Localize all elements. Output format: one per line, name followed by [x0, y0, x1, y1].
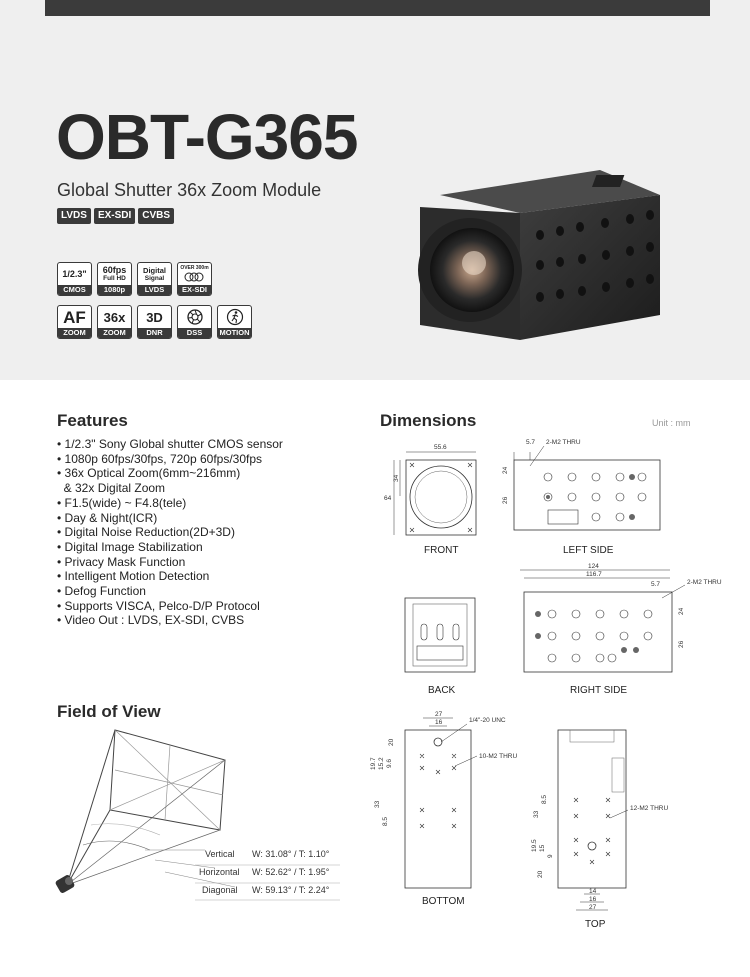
top-view-drawing — [520, 728, 680, 918]
svg-text:34: 34 — [393, 474, 400, 482]
list-item: & 32x Digital Zoom — [63, 481, 166, 496]
svg-text:20: 20 — [388, 738, 395, 746]
left-side-label: LEFT SIDE — [563, 545, 614, 556]
badge-lvds: LVDS — [57, 208, 91, 224]
spec-icons-row-1 — [57, 262, 212, 296]
svg-text:2-M2 THRU: 2-M2 THRU — [546, 439, 581, 446]
svg-text:2-M2 THRU: 2-M2 THRU — [687, 579, 722, 586]
svg-text:33: 33 — [533, 810, 540, 818]
fov-diagonal-value: W: 59.13° / T: 2.24° — [252, 885, 330, 895]
spec-dss-icon: DSS — [177, 305, 212, 339]
fov-vertical-value: W: 31.08° / T: 1.10° — [252, 849, 330, 859]
front-label: FRONT — [424, 545, 459, 556]
fov-horizontal-value: W: 52.62° / T: 1.95° — [252, 867, 330, 877]
list-item: • Video Out : LVDS, EX-SDI, CVBS — [57, 613, 283, 628]
svg-text:8.5: 8.5 — [541, 794, 548, 804]
back-view-drawing — [395, 590, 485, 680]
list-item: • Digital Image Stabilization — [57, 540, 283, 555]
camera-icon — [55, 874, 75, 894]
spec-lvds-icon: Digital Signal LVDS — [137, 262, 172, 296]
svg-text:1/4"-20 UNC: 1/4"-20 UNC — [469, 717, 506, 724]
fov-title: Field of View — [57, 702, 161, 721]
list-item: • 36x Optical Zoom(6mm~216mm) — [57, 466, 283, 481]
shutter-icon — [186, 308, 204, 326]
svg-text:27: 27 — [589, 904, 597, 911]
list-item: • Digital Noise Reduction(2D+3D) — [57, 525, 283, 540]
svg-text:116.7: 116.7 — [586, 571, 602, 578]
right-side-label: RIGHT SIDE — [570, 685, 628, 696]
top-label: TOP — [585, 919, 606, 930]
svg-text:8.5: 8.5 — [382, 816, 389, 826]
bottom-view-drawing — [365, 708, 525, 898]
svg-text:14: 14 — [589, 888, 597, 895]
spec-1080p-icon: 60fps Full HD 1080p — [97, 262, 132, 296]
svg-text:16: 16 — [435, 719, 443, 726]
list-item: • Defog Function — [57, 584, 283, 599]
interface-badges — [57, 208, 174, 224]
left-side-drawing — [490, 432, 670, 542]
back-label: BACK — [428, 685, 456, 696]
camera-module-image — [410, 165, 670, 345]
spec-icons-row-2 — [57, 305, 252, 339]
list-item: • Intelligent Motion Detection — [57, 569, 283, 584]
badge-cvbs: CVBS — [138, 208, 174, 224]
unit-label: Unit : mm — [652, 418, 691, 428]
fov-diagram — [55, 725, 345, 905]
product-subtitle: Global Shutter 36x Zoom Module — [57, 180, 322, 200]
svg-text:15: 15 — [539, 844, 546, 852]
svg-text:9: 9 — [547, 854, 554, 858]
svg-text:16: 16 — [589, 896, 597, 903]
fov-vertical-name: Vertical — [205, 849, 235, 859]
list-item: • Supports VISCA, Pelco-D/P Protocol — [57, 599, 283, 614]
list-item: • 1080p 60fps/30fps, 720p 60fps/30fps — [57, 452, 283, 467]
svg-text:10-M2 THRU: 10-M2 THRU — [479, 753, 518, 760]
list-item: • Privacy Mask Function — [57, 555, 283, 570]
bottom-label: BOTTOM — [422, 896, 465, 907]
features-list — [57, 437, 283, 628]
model-name: OBT-G365 — [56, 101, 358, 173]
features-title: Features — [57, 411, 128, 430]
svg-text:27: 27 — [435, 711, 443, 718]
spec-ex-sdi-icon: OVER 300m EX-SDI — [177, 262, 212, 296]
list-item: • 1/2.3" Sony Global shutter CMOS sensor — [57, 437, 283, 452]
svg-text:24: 24 — [678, 607, 685, 615]
spec-3d-dnr-icon: 3D DNR — [137, 305, 172, 339]
spec-36x-icon: 36x ZOOM — [97, 305, 132, 339]
svg-text:5.7: 5.7 — [651, 581, 661, 588]
svg-text:26: 26 — [502, 496, 509, 504]
running-man-icon — [226, 308, 244, 326]
front-view-drawing — [380, 438, 490, 543]
rings-icon — [183, 272, 205, 282]
spec-motion-icon: MOTION — [217, 305, 252, 339]
spec-cmos-icon: 1/2.3" CMOS — [57, 262, 92, 296]
fov-diagonal-name: Diagonal — [202, 885, 238, 895]
svg-text:5.7: 5.7 — [526, 439, 536, 446]
svg-text:64: 64 — [384, 495, 392, 502]
fov-horizontal-name: Horizontal — [199, 867, 240, 877]
dimensions-title: Dimensions — [380, 411, 477, 430]
svg-text:19.7: 19.7 — [370, 757, 377, 770]
svg-text:124: 124 — [588, 563, 599, 570]
svg-text:12-M2 THRU: 12-M2 THRU — [630, 805, 669, 812]
list-item: • Day & Night(ICR) — [57, 511, 283, 526]
svg-text:19.5: 19.5 — [531, 839, 538, 852]
badge-ex-sdi: EX-SDI — [94, 208, 135, 224]
svg-text:9.6: 9.6 — [386, 758, 393, 768]
list-item: • F1.5(wide) ~ F4.8(tele) — [57, 496, 283, 511]
svg-text:15.2: 15.2 — [378, 757, 385, 770]
spec-af-icon: AF ZOOM — [57, 305, 92, 339]
svg-text:20: 20 — [537, 870, 544, 878]
top-bar — [45, 0, 710, 16]
svg-text:33: 33 — [374, 800, 381, 808]
svg-text:55.6: 55.6 — [434, 444, 447, 451]
svg-text:24: 24 — [502, 466, 509, 474]
svg-text:26: 26 — [678, 640, 685, 648]
right-side-drawing — [510, 562, 730, 687]
